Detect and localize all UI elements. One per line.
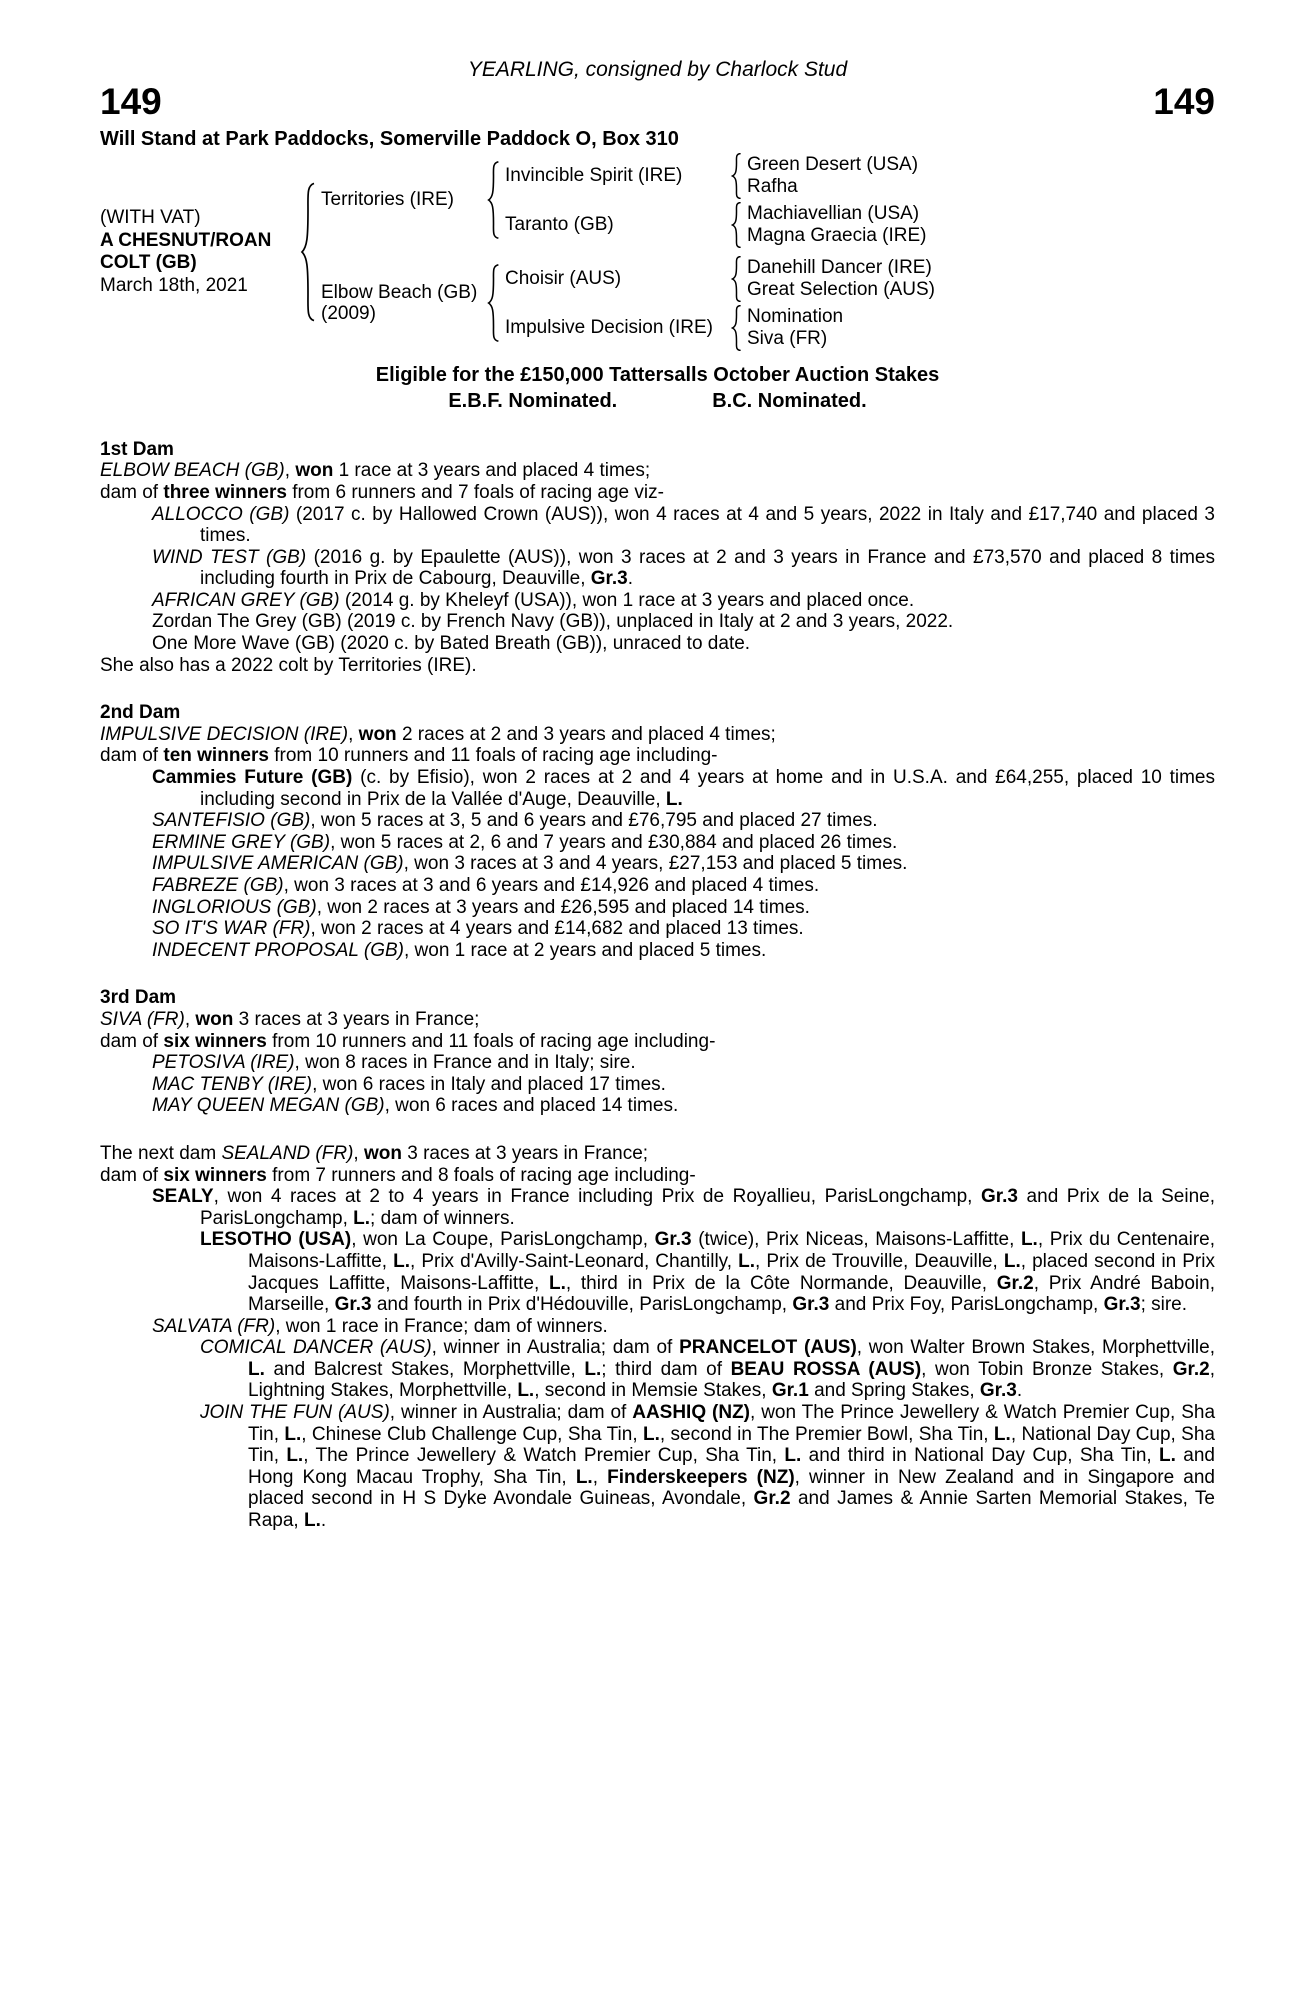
- text-segment: , The Prince Jewellery & Watch Premier Cup, Sha Tin,: [303, 1445, 785, 1467]
- dam-year: (2009): [321, 303, 376, 325]
- text-segment: dam of: [100, 745, 164, 767]
- text-segment: SEALY: [152, 1186, 214, 1208]
- catalogue-paragraph: [100, 940, 1215, 962]
- catalogue-paragraph: [100, 1186, 1215, 1229]
- ancestor-name: Rafha: [747, 175, 798, 197]
- text-segment: WIND TEST (GB): [152, 546, 307, 568]
- text-segment: , won 3 races at 3 and 4 years, £27,153 and placed 5 times.: [403, 853, 908, 875]
- dam-branch: [321, 256, 935, 351]
- nomination-line: [100, 390, 1215, 413]
- text-segment: , won Tobin Bronze Stakes,: [921, 1358, 1173, 1380]
- text-segment: ,: [284, 460, 296, 482]
- text-segment: INDECENT PROPOSAL (GB): [152, 939, 404, 961]
- text-segment: ,: [353, 1142, 364, 1164]
- text-segment: ,: [348, 723, 359, 745]
- dam-grandparents-column: [505, 256, 935, 351]
- text-segment: She also has a 2022 colt by Territories (IRE).: [100, 654, 477, 676]
- pedigree-info-block: [100, 207, 300, 297]
- text-segment: L.: [1159, 1445, 1176, 1467]
- catalogue-paragraph: [100, 633, 1215, 655]
- catalogue-section: [100, 439, 1215, 677]
- pedigree-brace-medium: [487, 264, 500, 342]
- catalogue-paragraph: [100, 1402, 1215, 1532]
- text-segment: SO IT'S WAR (FR): [152, 918, 311, 940]
- great-grandparents-pair: [747, 257, 935, 300]
- text-segment: , won 2 races at 4 years and £14,682 and placed 13 times.: [310, 918, 804, 940]
- text-segment: ,: [592, 1466, 608, 1488]
- catalogue-paragraph: [100, 1009, 1215, 1031]
- text-segment: from 10 runners and 11 foals of racing age including-: [268, 745, 718, 767]
- pedigree-brace-large: [300, 182, 316, 322]
- text-segment: MAC TENBY (IRE): [152, 1073, 313, 1095]
- text-segment: L.: [642, 1423, 660, 1445]
- text-segment: (twice), Prix Niceas, Maisons-Laffitte,: [691, 1229, 1021, 1251]
- catalogue-paragraph: [100, 1095, 1215, 1117]
- ancestor-name: Nomination: [747, 306, 844, 328]
- text-segment: won: [295, 460, 334, 482]
- text-segment: MAY QUEEN MEGAN (GB): [152, 1095, 385, 1117]
- catalogue-paragraph: [100, 611, 1215, 633]
- section-heading: 1st Dam: [100, 438, 174, 460]
- ancestor-name: Magna Graecia (IRE): [747, 224, 927, 246]
- great-grandparents-pair: [747, 154, 918, 197]
- text-segment: AFRICAN GREY (GB): [152, 589, 340, 611]
- stand-location-line: Will Stand at Park Paddocks, Somerville Paddock O, Box 310: [100, 127, 679, 150]
- text-segment: , won 5 races at 2, 6 and 7 years and £30,884 and placed 26 times.: [330, 831, 898, 853]
- ancestor-name: Siva (FR): [747, 327, 828, 349]
- text-segment: dam of: [100, 1030, 164, 1052]
- text-segment: COMICAL DANCER (AUS): [200, 1337, 432, 1359]
- text-segment: .: [320, 1510, 327, 1532]
- text-segment: , winner in Australia; dam of: [389, 1402, 633, 1424]
- text-segment: , Lightning Stakes, Morphettville,: [248, 1358, 1215, 1402]
- text-segment: and Prix de la Seine, ParisLongchamp,: [200, 1186, 1215, 1229]
- text-segment: L.: [549, 1272, 566, 1294]
- dam-dam-name: Impulsive Decision (IRE): [505, 316, 713, 338]
- catalogue-paragraph: [100, 1074, 1215, 1096]
- text-segment: PETOSIVA (IRE): [152, 1052, 295, 1074]
- text-segment: Gr.3: [979, 1380, 1017, 1402]
- catalogue-paragraph: [100, 832, 1215, 854]
- text-segment: (c. by Efisio), won 2 races at 2 and 4 years at home and in U.S.A. and £64,255, placed 10 times including second in Prix de la Vallée d'Auge, Deauville,: [200, 767, 1216, 810]
- text-segment: FABREZE (GB): [152, 875, 284, 897]
- text-segment: ; sire.: [1140, 1294, 1188, 1316]
- text-segment: AASHIQ (NZ): [632, 1402, 751, 1424]
- ebf-nominated: E.B.F. Nominated.: [448, 389, 618, 412]
- text-segment: , won La Coupe, ParisLongchamp,: [351, 1229, 655, 1251]
- text-segment: , winner in Australia; dam of: [431, 1337, 680, 1359]
- catalogue-paragraph: [100, 1229, 1215, 1315]
- text-segment: L.: [993, 1423, 1011, 1445]
- dam-name-block: [321, 282, 487, 325]
- text-segment: Gr.3: [981, 1186, 1018, 1208]
- text-segment: , Prix du Centenaire, Maisons-Laffitte,: [248, 1229, 1216, 1272]
- text-segment: , won 6 races in Italy and placed 17 times.: [312, 1073, 666, 1095]
- text-segment: L.: [286, 1445, 304, 1467]
- text-segment: INGLORIOUS (GB): [152, 896, 317, 918]
- grandsire-branch: [505, 153, 927, 199]
- pedigree-brace-small: [731, 153, 742, 199]
- text-segment: L.: [1020, 1229, 1038, 1251]
- catalogue-paragraph: [100, 1052, 1215, 1074]
- catalogue-section: [100, 987, 1215, 1117]
- text-segment: .: [1016, 1380, 1023, 1402]
- text-segment: , won 6 races and placed 14 times.: [384, 1095, 679, 1117]
- text-segment: and fourth in Prix d'Hédouville, ParisLongchamp,: [371, 1294, 793, 1316]
- text-segment: BEAU ROSSA (AUS): [730, 1358, 922, 1380]
- granddam-branch: [505, 202, 927, 248]
- sire-branch: [321, 153, 935, 248]
- text-segment: One More Wave (GB) (2020 c. by Bated Breath (GB)), unraced to date.: [152, 633, 751, 655]
- lot-number-row: [100, 83, 1215, 121]
- text-segment: L.: [517, 1380, 535, 1402]
- foaling-date: March 18th, 2021: [100, 275, 248, 297]
- text-segment: , placed second in Prix Jacques Laffitte, Maisons-Laffitte,: [248, 1250, 1215, 1294]
- text-segment: Gr.2: [996, 1272, 1034, 1294]
- text-segment: ERMINE GREY (GB): [152, 831, 331, 853]
- text-segment: , third in Prix de la Côte Normande, Deauville,: [565, 1272, 997, 1294]
- text-segment: ALLOCCO (GB): [152, 503, 290, 525]
- text-segment: ; third dam of: [601, 1358, 731, 1380]
- text-segment: Gr.2: [1172, 1358, 1210, 1380]
- text-segment: , won 1 race at 2 years and placed 5 times.: [403, 939, 767, 961]
- great-grandparents-pair: [747, 306, 843, 349]
- text-segment: The next dam: [100, 1142, 222, 1164]
- ancestor-name: Great Selection (AUS): [747, 278, 935, 300]
- catalogue-paragraph: [100, 655, 1215, 677]
- text-segment: , winner in New Zealand and in Singapore and placed second in H S Dyke Avondale Guineas, Avondale,: [248, 1466, 1215, 1510]
- text-segment: Gr.3: [590, 568, 628, 590]
- pedigree-brace-small: [731, 256, 742, 302]
- text-segment: , Prix André Baboin, Marseille,: [248, 1272, 1215, 1316]
- catalogue-paragraph: [100, 1031, 1215, 1053]
- catalogue-paragraph: [100, 590, 1215, 612]
- text-segment: six winners: [163, 1164, 267, 1186]
- pedigree-table: [100, 153, 1215, 351]
- lot-number-left: 149: [100, 81, 162, 122]
- text-segment: , won 1 race in France; dam of winners.: [275, 1315, 608, 1337]
- text-segment: L.: [665, 788, 683, 810]
- catalogue-paragraph: [100, 918, 1215, 940]
- catalogue-paragraph: [100, 897, 1215, 919]
- catalogue-section: [100, 1143, 1215, 1532]
- text-segment: , won 8 races in France and in Italy; sire.: [294, 1052, 636, 1074]
- text-segment: , won 5 races at 3, 5 and 6 years and £76,795 and placed 27 times.: [310, 810, 878, 832]
- text-segment: won: [195, 1008, 234, 1030]
- catalogue-paragraph: [100, 767, 1215, 810]
- text-segment: from 10 runners and 11 foals of racing age including-: [266, 1030, 716, 1052]
- text-segment: Gr.2: [753, 1488, 791, 1510]
- lot-number-right: 149: [1153, 81, 1215, 122]
- text-segment: , won Walter Brown Stakes, Morphettville,: [856, 1337, 1215, 1359]
- pedigree-brace-small: [731, 305, 742, 351]
- ancestor-name: Green Desert (USA): [747, 154, 919, 176]
- text-segment: L.: [303, 1510, 321, 1532]
- text-segment: IMPULSIVE AMERICAN (GB): [152, 853, 404, 875]
- text-segment: won: [363, 1142, 402, 1164]
- text-segment: Gr.3: [1103, 1294, 1141, 1316]
- text-segment: ten winners: [163, 745, 269, 767]
- text-segment: L.: [584, 1358, 602, 1380]
- text-segment: ELBOW BEACH (GB): [100, 460, 285, 482]
- bc-nominated: B.C. Nominated.: [712, 389, 867, 412]
- text-segment: six winners: [163, 1030, 267, 1052]
- catalogue-paragraph: [100, 1165, 1215, 1187]
- catalogue-paragraph: [100, 460, 1215, 482]
- text-segment: L.: [284, 1423, 302, 1445]
- text-segment: , Chinese Club Challenge Cup, Sha Tin,: [301, 1423, 643, 1445]
- section-heading: 2nd Dam: [100, 702, 181, 724]
- text-segment: and Prix Foy, ParisLongchamp,: [829, 1294, 1104, 1316]
- catalogue-paragraph: [100, 1337, 1215, 1402]
- text-segment: L.: [784, 1445, 802, 1467]
- text-segment: , second in The Premier Bowl, Sha Tin,: [659, 1423, 994, 1445]
- text-segment: L.: [353, 1207, 371, 1229]
- text-segment: 3 races at 3 years in France;: [401, 1142, 649, 1164]
- vat-status: (WITH VAT): [100, 206, 201, 228]
- sire-sire-name: Invincible Spirit (IRE): [505, 164, 683, 186]
- dam-sire-name: Choisir (AUS): [505, 267, 622, 289]
- text-segment: L.: [738, 1250, 755, 1272]
- granddam-branch: [505, 305, 935, 351]
- text-segment: , won The Prince Jewellery & Watch Premier Cup, Sha Tin,: [248, 1402, 1216, 1445]
- sire-name: Territories (IRE): [321, 189, 455, 211]
- text-segment: and Spring Stakes,: [808, 1380, 980, 1402]
- text-segment: dam of: [100, 481, 164, 503]
- text-segment: Zordan The Grey (GB) (2019 c. by French Navy (GB)), unplaced in Italy at 2 and 3 years, 2022.: [152, 611, 954, 633]
- sire-grandparents-column: [505, 153, 927, 248]
- text-segment: JOIN THE FUN (AUS): [200, 1402, 390, 1424]
- text-segment: Finderskeepers (NZ): [607, 1466, 795, 1488]
- catalogue-paragraph: [100, 853, 1215, 875]
- text-segment: 2 races at 2 and 3 years and placed 4 times;: [396, 723, 776, 745]
- text-segment: Gr.3: [334, 1294, 372, 1316]
- text-segment: L.: [393, 1250, 410, 1272]
- text-segment: L.: [248, 1358, 265, 1380]
- catalogue-paragraph: [100, 547, 1215, 590]
- text-segment: Cammies Future (GB): [152, 767, 353, 789]
- text-segment: .: [627, 568, 634, 590]
- pedigree-brace-small: [731, 202, 742, 248]
- catalogue-paragraph: [100, 745, 1215, 767]
- dam-name: Elbow Beach (GB): [321, 281, 478, 303]
- text-segment: IMPULSIVE DECISION (IRE): [100, 723, 349, 745]
- text-segment: SANTEFISIO (GB): [152, 810, 311, 832]
- text-segment: Gr.3: [792, 1294, 830, 1316]
- ancestor-name: Machiavellian (USA): [747, 203, 920, 225]
- text-segment: Gr.3: [654, 1229, 692, 1251]
- text-segment: , won 2 races at 3 years and £26,595 and placed 14 times.: [316, 896, 810, 918]
- text-segment: and James & Annie Sarten Memorial Stakes, Te Rapa,: [248, 1488, 1215, 1532]
- text-segment: , won 3 races at 3 and 6 years and £14,926 and placed 4 times.: [283, 875, 820, 897]
- catalogue-paragraph: [100, 1143, 1215, 1165]
- text-segment: SALVATA (FR): [152, 1315, 276, 1337]
- text-segment: L.: [1003, 1250, 1021, 1272]
- catalogue-paragraph: [100, 875, 1215, 897]
- text-segment: , second in Memsie Stakes,: [534, 1380, 772, 1402]
- text-segment: ,: [184, 1008, 196, 1030]
- text-segment: from 7 runners and 8 foals of racing age including-: [266, 1164, 696, 1186]
- section-heading: 3rd Dam: [100, 987, 177, 1009]
- text-segment: Gr.1: [771, 1380, 809, 1402]
- pedigree-brace-medium: [487, 161, 500, 239]
- catalogue-paragraph: [100, 1316, 1215, 1338]
- catalogue-paragraph: [100, 810, 1215, 832]
- sire-dam-name: Taranto (GB): [505, 213, 614, 235]
- eligibility-line: Eligible for the £150,000 Tattersalls October Auction Stakes: [375, 363, 940, 386]
- text-segment: (2017 c. by Hallowed Crown (AUS)), won 4 races at 4 and 5 years, 2022 in Italy and £17,740 and placed 3 times.: [200, 503, 1215, 547]
- catalogue-paragraph: [100, 504, 1215, 547]
- text-segment: dam of: [100, 1164, 164, 1186]
- ancestor-name: Danehill Dancer (IRE): [747, 257, 932, 279]
- great-grandparents-pair: [747, 203, 927, 246]
- text-segment: PRANCELOT (AUS): [679, 1337, 857, 1359]
- text-segment: 1 race at 3 years and placed 4 times;: [333, 460, 651, 482]
- text-segment: and Balcrest Stakes, Morphettville,: [264, 1358, 585, 1380]
- text-segment: SEALAND (FR): [221, 1142, 354, 1164]
- text-segment: , won 4 races at 2 to 4 years in France including Prix de Royallieu, ParisLongchamp,: [213, 1186, 982, 1208]
- text-segment: (2016 g. by Epaulette (AUS)), won 3 races at 2 and 3 years in France and £73,570 and placed 8 times including fourth in Prix de Cabourg, Deauville,: [200, 546, 1215, 590]
- catalogue-body: [100, 439, 1215, 1532]
- catalogue-paragraph: [100, 724, 1215, 746]
- text-segment: , Prix d'Avilly-Saint-Leonard, Chantilly,: [410, 1250, 739, 1272]
- text-segment: three winners: [163, 481, 287, 503]
- pedigree-parents-column: [321, 153, 935, 351]
- text-segment: (2014 g. by Kheleyf (USA)), won 1 race at 3 years and placed once.: [339, 589, 915, 611]
- text-segment: won: [358, 723, 397, 745]
- text-segment: from 6 runners and 7 foals of racing age viz-: [286, 481, 664, 503]
- colt-description: A CHESNUT/ROAN COLT (GB): [100, 230, 272, 273]
- text-segment: and third in National Day Cup, Sha Tin,: [801, 1445, 1160, 1467]
- catalogue-paragraph: [100, 482, 1215, 504]
- text-segment: , National Day Cup, Sha Tin,: [248, 1423, 1215, 1467]
- text-segment: L.: [575, 1466, 593, 1488]
- text-segment: ; dam of winners.: [370, 1207, 515, 1229]
- text-segment: and Hong Kong Macau Trophy, Sha Tin,: [248, 1445, 1215, 1488]
- text-segment: SIVA (FR): [100, 1008, 185, 1030]
- text-segment: LESOTHO (USA): [200, 1229, 352, 1251]
- consignor-line: YEARLING, consigned by Charlock Stud: [467, 58, 848, 81]
- catalogue-section: [100, 702, 1215, 961]
- text-segment: 3 races at 3 years in France;: [233, 1008, 480, 1030]
- grandsire-branch: [505, 256, 935, 302]
- text-segment: , Prix de Trouville, Deauville,: [754, 1250, 1004, 1272]
